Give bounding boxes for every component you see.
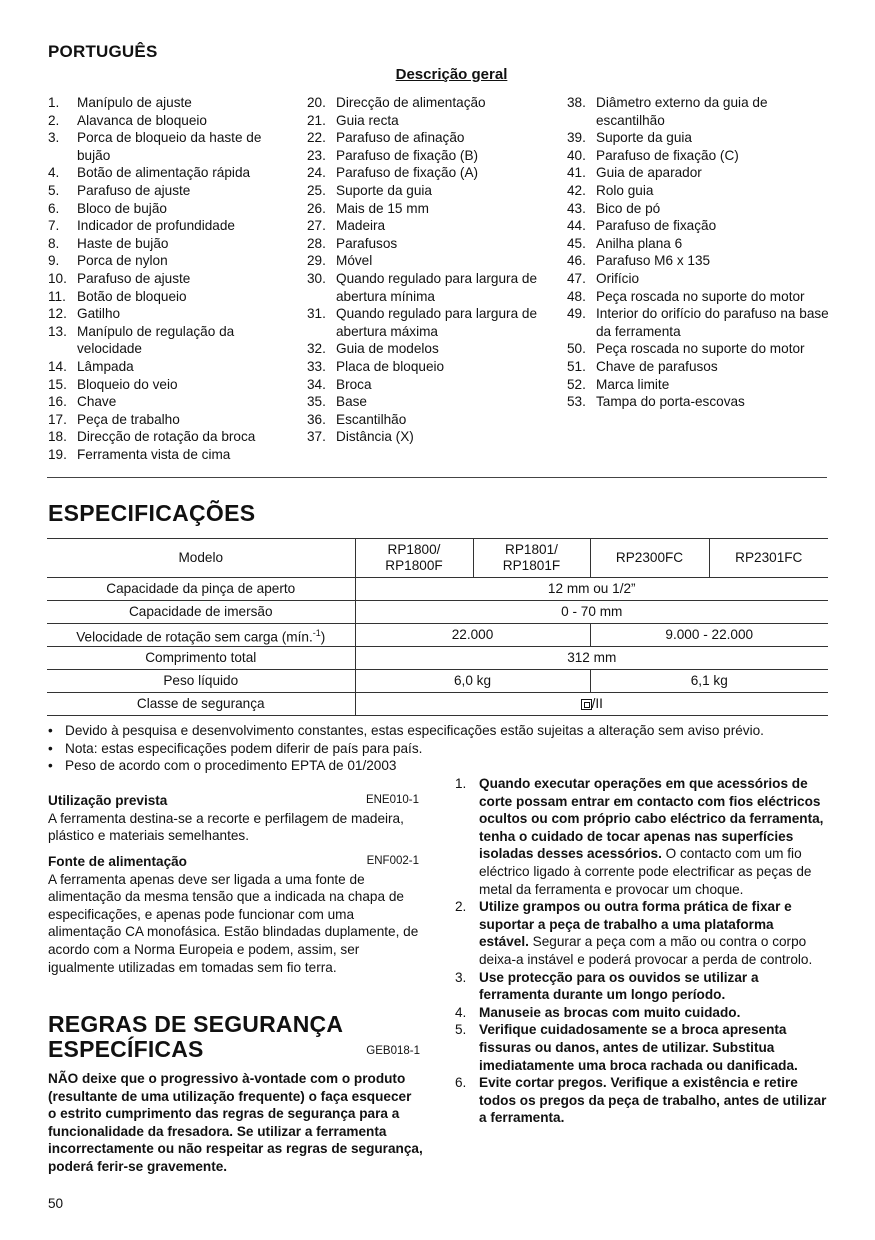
item-text: Quando regulado para largura de abertura mínima — [336, 270, 538, 304]
item-text: Guia de modelos — [336, 341, 439, 357]
intended-use-code: ENE010-1 — [365, 794, 419, 806]
rule-number: 4. — [455, 1004, 467, 1020]
item-text: Broca — [336, 376, 372, 392]
rule-bold-text: Utilize grampos ou outra forma prática de fixar e suportar a peça de trabalho a uma plataforma estável. — [479, 899, 792, 950]
list-item — [48, 446, 298, 464]
list-item — [307, 129, 557, 147]
item-number: 47. — [567, 270, 586, 286]
safety-class-label: Classe de segurança — [47, 693, 355, 716]
safety-rules-list — [455, 775, 827, 1127]
collet-capacity-value: 12 mm ou 1/2” — [355, 578, 828, 601]
item-text: Placa de bloqueio — [336, 358, 445, 374]
rule-text — [479, 775, 827, 898]
item-number: 36. — [307, 411, 326, 427]
item-number: 22. — [307, 130, 326, 146]
power-supply-title: Fonte de alimentação — [48, 854, 187, 869]
item-number: 20. — [307, 95, 326, 110]
item-number: 2. — [48, 112, 60, 128]
item-number: 4. — [48, 165, 60, 181]
item-number: 43. — [567, 200, 586, 216]
list-item — [48, 217, 298, 235]
parts-list-column-2 — [307, 94, 557, 446]
item-text: Marca limite — [596, 376, 670, 392]
item-text: Rolo guia — [596, 182, 654, 198]
list-item — [307, 252, 557, 270]
item-number: 28. — [307, 235, 326, 251]
no-load-speed-value: 22.000 — [355, 624, 590, 647]
item-text: Madeira — [336, 218, 386, 234]
rule-bold-text: Use protecção para os ouvidos se utilizar a ferramenta durante um longo período. — [479, 969, 759, 1003]
safety-warning-text: NÃO deixe que o progressivo à-vontade com o produto (resultante de uma utilização frequente) o faça esquecer o estrito cumprimento das regras de segurança para a funcionalidade da fresadora. Se utilizar a ferramenta incorrectamente ou não respeitar as regras de segurança, poderá ferir-se gravemente. — [48, 1071, 423, 1174]
page-number: 50 — [48, 1196, 64, 1211]
item-number: 25. — [307, 182, 326, 198]
list-item: • Devido à pesquisa e desenvolvimento constantes, estas especificações estão sujeitas a alteração sem aviso prévio. — [48, 723, 764, 738]
rule-normal-text: O contacto com um fio eléctrico ligado à corrente pode electrificar as peças de metal da ferramenta e provocar um choque. — [479, 846, 812, 897]
item-text: Lâmpada — [77, 358, 134, 374]
list-item — [48, 411, 298, 429]
item-text: Orifício — [596, 270, 640, 286]
list-item — [48, 428, 298, 446]
item-number: 27. — [307, 218, 326, 234]
list-item — [307, 182, 557, 200]
list-item — [567, 340, 829, 358]
list-item: • Peso de acordo com o procedimento EPTA de 01/2003 — [48, 758, 397, 774]
item-number: 19. — [48, 446, 67, 462]
item-text: Parafusos — [336, 235, 398, 251]
item-text: Móvel — [336, 253, 373, 269]
list-item — [307, 340, 557, 358]
item-text: Mais de 15 mm — [336, 200, 429, 216]
item-text: Parafuso de ajuste — [77, 270, 191, 286]
item-number: 35. — [307, 394, 326, 410]
item-text: Porca de nylon — [77, 253, 168, 269]
item-number: 9. — [48, 253, 60, 269]
item-text: Tampa do porta-escovas — [596, 394, 745, 410]
item-text: Suporte da guia — [596, 130, 692, 146]
rule-normal-text: Segurar a peça com a mão ou contra o corpo deixa-a instável e poderá provocar a perda de controlo. — [479, 934, 813, 967]
item-number: 12. — [48, 306, 67, 322]
list-item — [48, 164, 298, 182]
item-text: Bloqueio do veio — [77, 376, 178, 392]
table-row — [47, 624, 828, 647]
list-item — [307, 112, 557, 130]
list-item — [567, 288, 829, 306]
list-item — [567, 164, 829, 182]
item-number: 8. — [48, 235, 60, 251]
section-divider — [47, 477, 827, 478]
list-item — [48, 376, 298, 394]
item-text: Indicador de profundidade — [77, 218, 235, 234]
item-text: Base — [336, 394, 367, 410]
specification-notes — [48, 722, 838, 775]
table-row — [47, 670, 828, 693]
item-text: Bloco de bujão — [77, 200, 167, 216]
language-heading: PORTUGUÊS — [48, 42, 158, 61]
list-item — [307, 200, 557, 218]
item-number: 17. — [48, 411, 67, 427]
list-item — [307, 393, 557, 411]
item-number: 42. — [567, 182, 586, 198]
item-text: Parafuso de fixação — [596, 218, 717, 234]
list-item — [48, 182, 298, 200]
rule-number: 3. — [455, 969, 467, 985]
item-text: Direcção de rotação da broca — [77, 429, 256, 445]
item-number: 48. — [567, 288, 586, 304]
list-item — [567, 252, 829, 270]
list-item — [567, 376, 829, 394]
list-item — [567, 200, 829, 218]
specifications-table — [47, 538, 828, 716]
item-text: Manípulo de ajuste — [77, 95, 192, 110]
list-item — [48, 288, 298, 306]
item-number: 7. — [48, 218, 60, 234]
list-item — [567, 94, 829, 129]
rule-bold-text: Quando executar operações em que acessórios de corte possam entrar em contacto com fios eléctricos ocultos ou com próprio cabo eléctrico da ferramenta, tenha o cuidado de tocar apenas nas superfícies isoladas desses acessórios. — [479, 776, 824, 862]
rule-text — [479, 1074, 827, 1127]
item-text: Guia de aparador — [596, 165, 702, 181]
item-number: 41. — [567, 165, 586, 181]
item-text: Parafuso M6 x 135 — [596, 253, 711, 269]
list-item — [307, 147, 557, 165]
list-item — [307, 235, 557, 253]
table-row — [47, 539, 828, 578]
list-item — [48, 235, 298, 253]
item-text: Anilha plana 6 — [596, 235, 683, 251]
overall-length-label: Comprimento total — [47, 647, 355, 670]
list-item — [307, 270, 557, 305]
item-number: 10. — [48, 270, 67, 286]
item-number: 18. — [48, 429, 67, 445]
item-number: 46. — [567, 253, 586, 269]
item-text: Manípulo de regulação da velocidade — [77, 323, 235, 357]
collet-capacity-label: Capacidade da pinça de aperto — [47, 578, 355, 601]
item-text: Ferramenta vista de cima — [77, 446, 231, 462]
item-text: Guia recta — [336, 112, 399, 128]
item-text: Peça roscada no suporte do motor — [596, 341, 805, 357]
item-number: 45. — [567, 235, 586, 251]
list-item — [307, 428, 557, 446]
item-number: 13. — [48, 323, 67, 339]
item-number: 14. — [48, 358, 67, 374]
safety-rule — [455, 898, 827, 968]
item-number: 33. — [307, 358, 326, 374]
item-text: Chave de parafusos — [596, 358, 718, 374]
item-text: Parafuso de ajuste — [77, 182, 191, 198]
item-text: Peça roscada no suporte do motor — [596, 288, 805, 304]
net-weight-label: Peso líquido — [47, 670, 355, 693]
item-number: 50. — [567, 341, 586, 357]
rule-number: 6. — [455, 1075, 467, 1091]
list-item — [567, 235, 829, 253]
item-number: 49. — [567, 306, 586, 322]
item-text: Distância (X) — [336, 429, 414, 445]
model-cell: RP1801/ RP1801F — [473, 539, 590, 578]
list-item — [48, 112, 298, 130]
list-item: • Nota: estas especificações podem diferir de país para país. — [48, 740, 423, 756]
item-number: 32. — [307, 341, 326, 357]
item-number: 52. — [567, 376, 586, 392]
safety-class-value: /II — [355, 693, 828, 716]
item-number: 31. — [307, 306, 326, 322]
plunge-capacity-value: 0 - 70 mm — [355, 601, 828, 624]
item-number: 3. — [48, 130, 60, 146]
list-item — [567, 393, 829, 411]
model-label-cell: Modelo — [47, 539, 355, 578]
item-text: Parafuso de fixação (C) — [596, 147, 739, 163]
item-number: 37. — [307, 429, 326, 445]
intended-use-section — [48, 792, 419, 845]
list-item — [567, 270, 829, 288]
list-item — [307, 358, 557, 376]
table-row — [47, 601, 828, 624]
rule-bold-text: Verifique cuidadosamente se a broca apresenta fissuras ou danos, antes de utilizar. Substitua imediatamente uma broca rachada ou danificada. — [479, 1022, 798, 1073]
safety-rule — [455, 1021, 827, 1074]
item-text: Diâmetro externo da guia de escantilhão — [596, 95, 768, 128]
rule-number: 2. — [455, 899, 467, 915]
item-number: 44. — [567, 218, 586, 234]
no-load-speed-label: Velocidade de rotação sem carga (mín.$^{-1}$) — [47, 624, 355, 647]
specifications-heading: ESPECIFICAÇÕES — [48, 500, 256, 526]
list-item — [567, 217, 829, 235]
list-item — [48, 94, 298, 112]
item-text: Haste de bujão — [77, 235, 169, 251]
section-title-general-description: Descrição geral — [395, 66, 508, 83]
rule-text — [479, 969, 827, 1004]
item-text: Peça de trabalho — [77, 411, 180, 427]
item-number: 40. — [567, 147, 586, 163]
table-row — [47, 578, 828, 601]
rule-bold-text: Evite cortar pregos. Verifique a existência e retire todos os pregos da peça de trabalho, antes de utilizar a ferramenta. — [479, 1075, 827, 1126]
item-number: 26. — [307, 200, 326, 216]
list-item — [307, 217, 557, 235]
list-item — [48, 358, 298, 376]
safety-rules-code: GEB018-1 — [366, 1045, 420, 1057]
list-item — [48, 305, 298, 323]
item-text: Direcção de alimentação — [336, 95, 486, 110]
safety-rules-heading: REGRAS DE SEGURANÇA ESPECÍFICAS — [48, 1011, 344, 1062]
net-weight-value: 6,0 kg — [355, 670, 590, 693]
rule-bold-text: Manuseie as brocas com muito cuidado. — [479, 1004, 741, 1020]
item-text: Parafuso de afinação — [336, 130, 465, 146]
rule-number: 5. — [455, 1022, 467, 1038]
item-number: 51. — [567, 358, 586, 374]
item-number: 16. — [48, 394, 67, 410]
model-cell: RP1800/ RP1800F — [355, 539, 473, 578]
item-number: 53. — [567, 394, 586, 410]
parts-list-column-1 — [48, 94, 298, 463]
rule-text — [479, 1004, 827, 1022]
list-item — [567, 147, 829, 165]
list-item — [567, 182, 829, 200]
item-number: 30. — [307, 270, 326, 286]
item-text: Bico de pó — [596, 200, 661, 216]
list-item — [48, 393, 298, 411]
item-text: Chave — [77, 394, 117, 410]
list-item — [567, 129, 829, 147]
item-text: Interior do orifício do parafuso na base da ferramenta — [596, 306, 829, 339]
item-number: 39. — [567, 130, 586, 146]
item-number: 38. — [567, 95, 586, 110]
rule-number: 1. — [455, 776, 467, 791]
item-text: Porca de bloqueio da haste de bujão — [77, 130, 262, 163]
list-item — [48, 252, 298, 270]
power-supply-code: ENF002-1 — [366, 855, 419, 867]
safety-rule — [455, 1004, 827, 1022]
item-number: 24. — [307, 165, 326, 181]
rule-text — [479, 1021, 827, 1074]
list-item — [307, 305, 557, 340]
item-text: Parafuso de fixação (B) — [336, 147, 479, 163]
item-number: 23. — [307, 147, 326, 163]
item-number: 5. — [48, 182, 60, 198]
item-number: 21. — [307, 112, 326, 128]
item-text: Quando regulado para largura de abertura máxima — [336, 306, 538, 339]
item-text: Gatilho — [77, 306, 121, 322]
item-text: Botão de bloqueio — [77, 288, 187, 304]
list-item — [48, 270, 298, 288]
list-item — [307, 411, 557, 429]
power-supply-text: A ferramenta apenas deve ser ligada a uma fonte de alimentação da mesma tensão que a indicada na chapa de especificações, e apenas pode funcionar com uma alimentação CA monofásica. Estão blindadas duplamente, de acordo com a Norma Europeia e podem, assim, ser igualmente utilizadas em tomadas sem fio terra. — [48, 871, 419, 975]
item-text: Parafuso de fixação (A) — [336, 165, 479, 181]
list-item — [307, 94, 557, 112]
safety-rule — [455, 775, 827, 898]
item-number: 15. — [48, 376, 67, 392]
parts-list-column-3 — [567, 94, 829, 411]
net-weight-value: 6,1 kg — [590, 670, 828, 693]
item-text: Escantilhão — [336, 411, 407, 427]
overall-length-value: 312 mm — [355, 647, 828, 670]
item-number: 1. — [48, 95, 60, 110]
model-cell: RP2300FC — [590, 539, 709, 578]
intended-use-text: A ferramenta destina-se a recorte e perfilagem de madeira, plástico e materiais semelhantes. — [48, 810, 404, 844]
list-item — [567, 358, 829, 376]
item-text: Botão de alimentação rápida — [77, 165, 251, 181]
item-number: 29. — [307, 253, 326, 269]
list-item — [307, 376, 557, 394]
list-item — [307, 164, 557, 182]
plunge-capacity-label: Capacidade de imersão — [47, 601, 355, 624]
power-supply-section — [48, 853, 419, 976]
item-number: 11. — [48, 288, 66, 304]
safety-rule — [455, 969, 827, 1004]
list-item — [567, 305, 829, 340]
no-load-speed-value: 9.000 - 22.000 — [590, 624, 828, 647]
list-item — [48, 129, 298, 164]
item-number: 34. — [307, 376, 326, 392]
item-number: 6. — [48, 200, 60, 216]
rule-text — [479, 898, 827, 968]
safety-rule — [455, 1074, 827, 1127]
double-insulation-icon — [581, 699, 592, 710]
list-item — [48, 200, 298, 218]
intended-use-title: Utilização prevista — [48, 793, 168, 808]
table-row — [47, 693, 828, 716]
item-text: Suporte da guia — [336, 182, 432, 198]
table-row — [47, 647, 828, 670]
list-item — [48, 323, 298, 358]
item-text: Alavanca de bloqueio — [77, 112, 207, 128]
model-cell: RP2301FC — [709, 539, 828, 578]
